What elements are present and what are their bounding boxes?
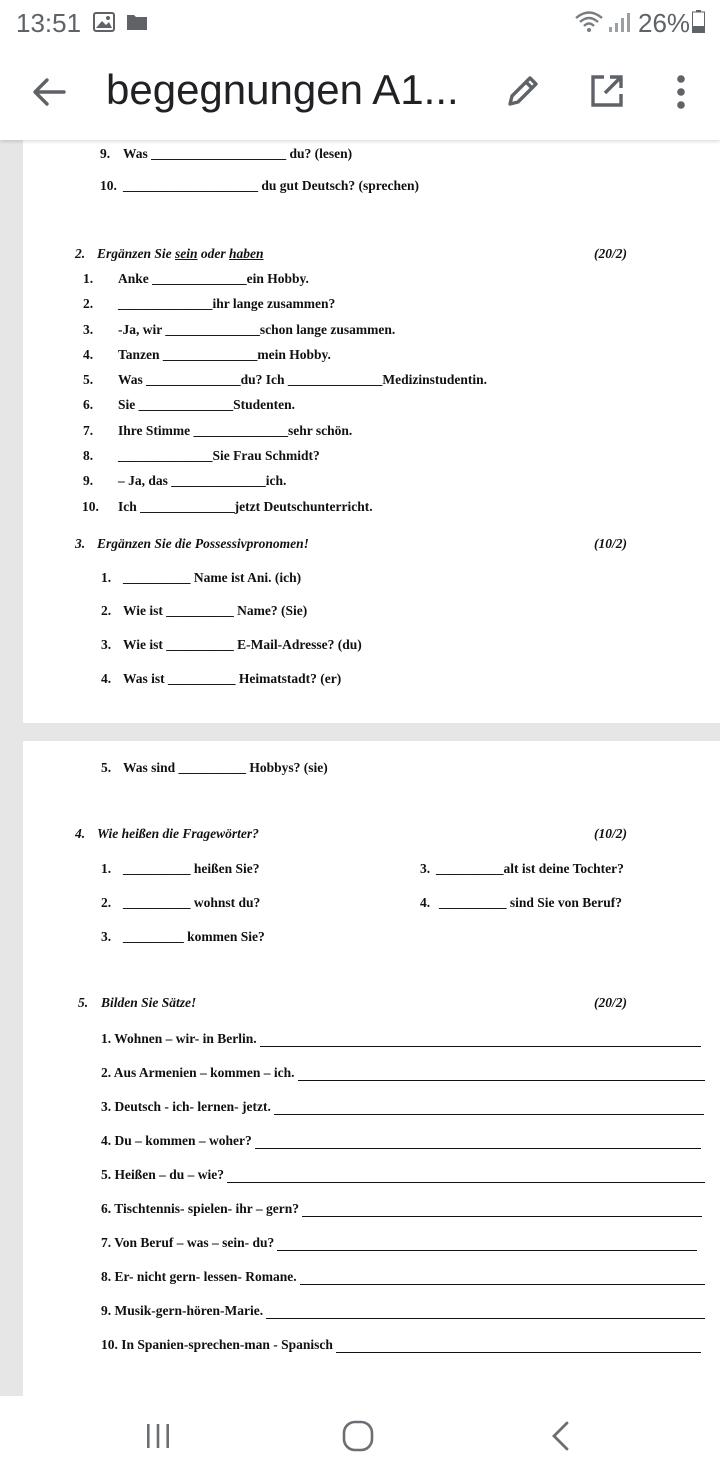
sentence-prompt: 4. Du – kommen – woher?: [101, 1133, 252, 1148]
home-icon[interactable]: [341, 1419, 375, 1453]
sentence-item: [101, 1029, 701, 1047]
exercise-number: 5.: [83, 372, 94, 387]
section-5-number: 5.: [78, 995, 89, 1010]
answer-line: [255, 1135, 701, 1149]
exercise-number: 6.: [83, 397, 94, 412]
sentence-prompt: 7. Von Beruf – was – sein- du?: [101, 1235, 275, 1250]
sentence-prompt: 2. Aus Armenien – kommen – ich.: [101, 1065, 295, 1080]
status-time: 13:51: [16, 8, 82, 38]
document-page-2: [23, 741, 720, 1396]
exercise-text: Wie ist __________ E-Mail-Adresse? (du): [123, 637, 362, 652]
sentence-prompt: 5. Heißen – du – wie?: [101, 1167, 225, 1182]
answer-line: [274, 1101, 704, 1115]
edit-pencil-icon[interactable]: [504, 72, 542, 110]
exercise-text: ______________Sie Frau Schmidt?: [118, 448, 320, 463]
answer-line: [302, 1203, 702, 1217]
sentence-item: [101, 1335, 701, 1353]
sentence-prompt: 6. Tischtennis- spielen- ihr – gern?: [101, 1201, 300, 1216]
signal-icon: [607, 11, 631, 33]
document-page-1: [23, 140, 720, 723]
section-2-score: (20/2): [594, 246, 627, 261]
section-3-number: 3.: [75, 536, 86, 551]
status-bar: [0, 0, 720, 46]
exercise-number: 10.: [100, 178, 117, 193]
exercise-number: 3.: [83, 322, 94, 337]
exercise-text: __________ Name ist Ani. (ich): [123, 570, 302, 585]
sentence-prompt: 1. Wohnen – wir- in Berlin.: [101, 1031, 257, 1046]
exercise-number: 1.: [101, 861, 112, 876]
exercise-text: Ihre Stimme ______________sehr schön.: [118, 423, 353, 438]
exercise-number: 4.: [101, 671, 112, 686]
sentence-item: [101, 1301, 705, 1319]
section-2-number: 2.: [75, 246, 86, 261]
sentence-item: [101, 1131, 701, 1149]
exercise-number: 7.: [83, 423, 94, 438]
answer-line: [336, 1339, 701, 1353]
exercise-text: __________ sind Sie von Beruf?: [439, 895, 623, 910]
exercise-number: 5.: [101, 760, 112, 775]
exercise-number: 1.: [83, 271, 94, 286]
document-title: begegnungen A1...: [106, 66, 459, 113]
exercise-number: 4.: [83, 347, 94, 362]
image-notification-icon: [93, 12, 115, 32]
more-options-icon[interactable]: [668, 72, 694, 112]
sentence-prompt: 3. Deutsch - ich- lernen- jetzt.: [101, 1099, 271, 1114]
exercise-text: Was ____________________ du? (lesen): [123, 146, 353, 161]
back-navigation-icon[interactable]: [549, 1420, 571, 1452]
battery-percentage: 26%: [638, 8, 691, 38]
section-4-number: 4.: [75, 826, 86, 841]
sentence-prompt: 8. Er- nicht gern- lessen- Romane.: [101, 1269, 297, 1284]
exercise-number: 2.: [83, 296, 94, 311]
sentence-prompt: 10. In Spanien-sprechen-man - Spanisch: [101, 1337, 333, 1352]
section-5-score: (20/2): [594, 995, 627, 1010]
answer-line: [260, 1033, 701, 1047]
answer-line: [300, 1271, 705, 1285]
exercise-text: __________ heißen Sie?: [123, 861, 260, 876]
exercise-text: Was sind __________ Hobbys? (sie): [123, 760, 328, 775]
sentence-item: [101, 1097, 704, 1115]
exercise-number: 8.: [83, 448, 94, 463]
exercise-number: 3.: [420, 861, 431, 876]
sentence-item: [101, 1267, 705, 1285]
sentence-prompt: 9. Musik-gern-hören-Marie.: [101, 1303, 264, 1318]
exercise-number: 4.: [420, 895, 431, 910]
navigation-bar: [0, 1396, 720, 1480]
exercise-text: Anke ______________ein Hobby.: [118, 271, 309, 286]
exercise-number: 9.: [100, 146, 111, 161]
section-3-heading: Ergänzen Sie die Possessivpronomen!: [97, 536, 309, 551]
section-4-score: (10/2): [594, 826, 627, 841]
exercise-text: Ich ______________jetzt Deutschunterricht.: [118, 499, 373, 514]
exercise-text: __________ wohnst du?: [123, 895, 261, 910]
exercise-number: 1.: [101, 570, 112, 585]
exercise-number: 2.: [101, 603, 112, 618]
exercise-text: Sie ______________Studenten.: [118, 397, 296, 412]
exercise-number: 3.: [101, 929, 112, 944]
wifi-icon: [574, 9, 604, 33]
battery-icon: [692, 10, 705, 33]
section-2-heading: Ergänzen Sie sein oder haben: [97, 246, 264, 261]
app-bar: [0, 46, 720, 140]
exercise-text: ______________ihr lange zusammen?: [118, 296, 336, 311]
folder-notification-icon: [126, 13, 148, 31]
exercise-number: 3.: [101, 637, 112, 652]
answer-line: [298, 1067, 705, 1081]
section-3-score: (10/2): [594, 536, 627, 551]
recent-apps-icon[interactable]: [143, 1421, 173, 1451]
exercise-text: ____________________ du gut Deutsch? (sprechen): [123, 178, 420, 193]
answer-line: [227, 1169, 705, 1183]
exercise-text: Wie ist __________ Name? (Sie): [123, 603, 308, 618]
open-external-icon[interactable]: [588, 72, 626, 110]
answer-line: [266, 1305, 705, 1319]
section-4-heading: Wie heißen die Fragewörter?: [97, 826, 259, 841]
exercise-text: Was ist __________ Heimatstadt? (er): [123, 671, 342, 686]
exercise-number: 10.: [82, 499, 99, 514]
answer-line: [277, 1237, 697, 1251]
sentence-item: [101, 1165, 705, 1183]
exercise-text: – Ja, das ______________ich.: [118, 473, 287, 488]
exercise-text: -Ja, wir ______________schon lange zusammen.: [118, 322, 396, 337]
back-arrow-icon[interactable]: [30, 73, 68, 111]
exercise-number: 2.: [101, 895, 112, 910]
sentence-item: [101, 1233, 697, 1251]
exercise-text: Tanzen ______________mein Hobby.: [118, 347, 331, 362]
sentence-item: [101, 1063, 705, 1081]
exercise-text: Was ______________du? Ich ______________Medizinstudentin.: [118, 372, 488, 387]
exercise-text: __________alt ist deine Tochter?: [436, 861, 624, 876]
exercise-number: 9.: [83, 473, 94, 488]
exercise-text: _________ kommen Sie?: [123, 929, 265, 944]
section-5-heading: Bilden Sie Sätze!: [101, 995, 197, 1010]
sentence-item: [101, 1199, 702, 1217]
